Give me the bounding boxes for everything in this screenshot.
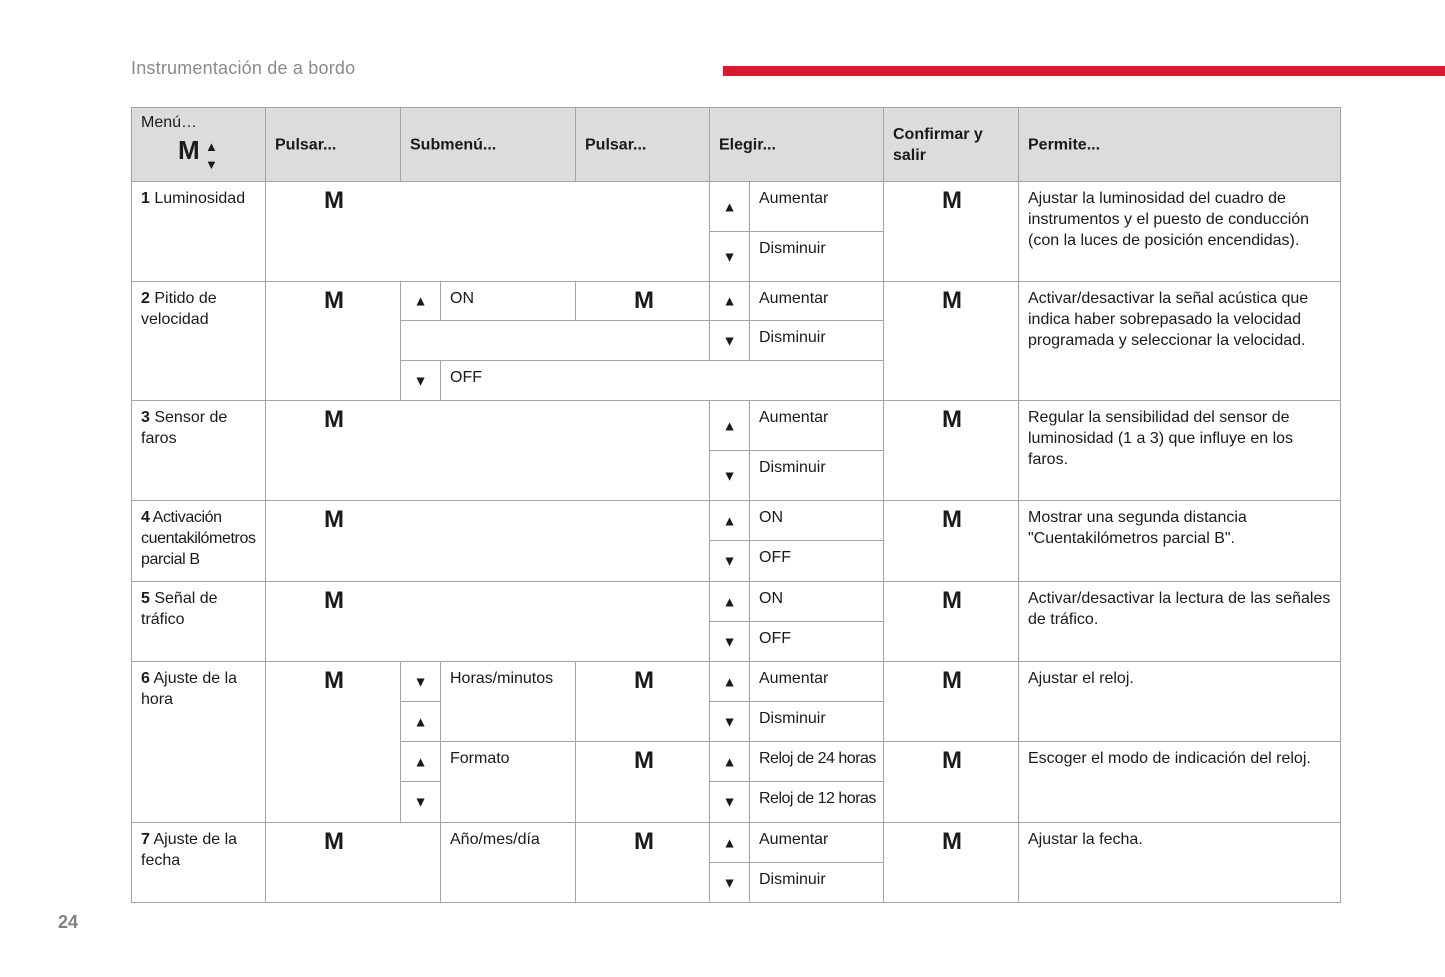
arrow-down-icon: ▼ — [722, 467, 737, 483]
arrow-down-icon: ▼ — [722, 552, 737, 569]
submenu-label: Formato — [450, 750, 510, 767]
header-menu — [131, 107, 266, 182]
choice-label: Reloj de 12 horas — [759, 790, 876, 807]
arrow-down-cell — [400, 661, 441, 702]
row-5-press — [265, 581, 710, 662]
choice-cell — [749, 741, 884, 782]
menu-name: Activación cuentakilómetros parcial B — [141, 509, 256, 568]
header-press-2-label: Pulsar... — [585, 136, 647, 153]
header-press-1-label: Pulsar... — [275, 136, 337, 153]
m-button-icon: M — [942, 747, 962, 774]
header-submenu-label: Submenú... — [410, 136, 497, 153]
choice-label: Aumentar — [759, 831, 829, 848]
menu-name: Sensor de faros — [141, 409, 228, 447]
description-text: Activar/desactivar la lectura de las señales de tráfico. — [1028, 590, 1331, 628]
header-confirm — [883, 107, 1019, 182]
choice-label: OFF — [759, 549, 791, 566]
confirm-cell — [883, 822, 1019, 903]
arrow-up-cell — [709, 500, 750, 541]
row-number: 6 — [141, 670, 150, 687]
description-text: Mostrar una segunda distancia "Cuentakilómetros parcial B". — [1028, 509, 1247, 547]
choice-cell — [749, 231, 884, 282]
m-button-icon: M — [324, 587, 344, 614]
arrow-down-cell — [709, 540, 750, 582]
m-button-icon: M — [634, 747, 654, 774]
arrow-down-icon: ▼ — [205, 157, 218, 172]
m-button-icon: M — [324, 287, 344, 314]
row-number: 2 — [141, 290, 150, 307]
arrow-up-cell — [709, 581, 750, 622]
arrow-up-icon: ▲ — [722, 673, 737, 689]
m-button-icon: M — [942, 587, 962, 614]
arrow-up-icon: ▲ — [722, 292, 737, 309]
choice-cell — [749, 862, 884, 903]
menu-name: Luminosidad — [154, 190, 246, 207]
empty-cell — [400, 320, 710, 361]
choice-label: Reloj de 24 horas — [759, 750, 876, 767]
press-2-cell — [575, 741, 710, 823]
confirm-cell — [883, 500, 1019, 582]
header-press-2 — [575, 107, 710, 182]
description-text: Activar/desactivar la señal acústica que indica haber sobrepasado la velocidad programada y seleccionar la velocidad. — [1028, 290, 1309, 349]
row-5-menu — [131, 581, 266, 662]
arrow-up-icon: ▲ — [722, 753, 737, 769]
row-3-press — [265, 400, 710, 501]
row-6-menu — [131, 661, 266, 823]
row-7-menu — [131, 822, 266, 903]
row-2-press — [265, 281, 401, 401]
arrow-up-icon: ▲ — [722, 512, 737, 528]
header-choose — [709, 107, 884, 182]
arrow-up-icon: ▲ — [722, 834, 737, 850]
arrow-up-icon: ▲ — [413, 753, 428, 769]
submenu-label: OFF — [450, 369, 482, 386]
arrow-down-cell — [400, 781, 441, 823]
header-allows-label: Permite... — [1028, 136, 1101, 153]
confirm-cell — [883, 400, 1019, 501]
choice-label: Disminuir — [759, 710, 826, 727]
choice-label: Aumentar — [759, 409, 829, 426]
description-text: Ajustar la luminosidad del cuadro de instrumentos y el puesto de conducción (con la luces de posición encendidas). — [1028, 190, 1310, 249]
submenu-label: Año/mes/día — [450, 831, 540, 848]
m-button-icon: M — [178, 135, 200, 165]
submenu-cell — [440, 661, 576, 742]
submenu-cell — [440, 741, 576, 823]
m-button-icon: M — [324, 187, 344, 214]
arrow-down-cell — [709, 862, 750, 903]
arrow-up-cell — [709, 400, 750, 451]
arrow-down-icon: ▼ — [722, 713, 737, 729]
arrow-down-icon: ▼ — [722, 793, 737, 810]
row-number: 5 — [141, 590, 150, 607]
header-menu-label: Menú… — [141, 114, 198, 131]
arrow-down-icon: ▼ — [413, 793, 428, 810]
submenu-cell — [440, 281, 576, 321]
arrow-down-cell — [709, 781, 750, 823]
choice-label: Disminuir — [759, 871, 826, 888]
description-cell — [1018, 281, 1341, 401]
choice-cell — [749, 701, 884, 742]
choice-cell — [749, 281, 884, 321]
description-cell — [1018, 741, 1341, 823]
choice-cell — [749, 540, 884, 582]
choice-label: OFF — [759, 630, 791, 647]
description-text: Ajustar el reloj. — [1028, 670, 1134, 687]
choice-cell — [749, 320, 884, 361]
arrow-up-cell — [709, 181, 750, 232]
choice-cell — [749, 400, 884, 451]
arrow-down-icon: ▼ — [722, 633, 737, 649]
choice-cell — [749, 621, 884, 662]
description-text: Ajustar la fecha. — [1028, 831, 1143, 848]
header-submenu — [400, 107, 576, 182]
arrow-down-icon: ▼ — [722, 332, 737, 348]
m-button-icon: M — [324, 828, 344, 855]
submenu-cell — [440, 360, 884, 401]
arrow-down-cell — [709, 450, 750, 501]
choice-label: Disminuir — [759, 240, 826, 257]
choice-cell — [749, 450, 884, 501]
m-button-icon: M — [942, 287, 962, 314]
submenu-cell — [440, 822, 576, 903]
row-1-press — [265, 181, 710, 282]
row-number: 1 — [141, 190, 150, 207]
menu-name: Señal de tráfico — [141, 590, 218, 628]
m-button-icon: M — [324, 406, 344, 433]
choice-cell — [749, 781, 884, 823]
choice-cell — [749, 661, 884, 702]
press-2-cell — [575, 822, 710, 903]
description-cell — [1018, 822, 1341, 903]
arrow-up-icon: ▲ — [722, 417, 737, 433]
menu-name: Ajuste de la hora — [141, 670, 238, 708]
m-button-icon: M — [324, 506, 344, 533]
m-button-icon: M — [324, 667, 344, 694]
row-number: 7 — [141, 831, 150, 848]
menu-name: Pitido de velocidad — [141, 290, 217, 328]
choice-cell — [749, 581, 884, 622]
press-2-cell — [575, 281, 710, 321]
description-cell — [1018, 400, 1341, 501]
m-button-icon: M — [942, 187, 962, 214]
choice-label: Aumentar — [759, 190, 829, 207]
choice-cell — [749, 822, 884, 863]
page-number: 24 — [58, 912, 79, 932]
menu-name: Ajuste de la fecha — [141, 831, 238, 869]
m-button-icon: M — [634, 667, 654, 694]
confirm-cell — [883, 661, 1019, 742]
m-button-icon: M — [942, 828, 962, 855]
m-button-icon: M — [942, 506, 962, 533]
m-button-icon: M — [634, 828, 654, 855]
row-4-press — [265, 500, 710, 582]
arrow-up-cell — [709, 281, 750, 321]
section-title: Instrumentación de a bordo — [131, 58, 356, 78]
confirm-cell — [883, 281, 1019, 401]
arrow-down-cell — [709, 231, 750, 282]
header-confirm-label: Confirmar y salir — [893, 125, 983, 164]
row-6-press — [265, 661, 401, 823]
submenu-label: Horas/minutos — [450, 670, 554, 687]
arrow-up-icon: ▲ — [205, 139, 218, 154]
arrow-down-cell — [709, 701, 750, 742]
arrow-up-cell — [709, 741, 750, 782]
row-number: 3 — [141, 409, 150, 426]
arrow-down-cell — [400, 360, 441, 401]
arrow-down-icon: ▼ — [413, 673, 428, 689]
description-text: Regular la sensibilidad del sensor de luminosidad (1 a 3) que influye en los faros. — [1028, 409, 1294, 468]
arrow-up-icon: ▲ — [722, 198, 737, 214]
choice-cell — [749, 181, 884, 232]
press-2-cell — [575, 661, 710, 742]
arrow-down-cell — [709, 320, 750, 361]
arrow-up-cell — [709, 822, 750, 863]
row-number: 4 — [141, 509, 150, 526]
arrow-up-cell — [400, 281, 441, 321]
choice-label: Disminuir — [759, 459, 826, 476]
m-button-icon: M — [942, 406, 962, 433]
row-7-press — [265, 822, 441, 903]
row-3-menu — [131, 400, 266, 501]
choice-label: Aumentar — [759, 670, 829, 687]
header-choose-label: Elegir... — [719, 136, 776, 153]
header-accent-bar — [723, 66, 1445, 76]
row-2-menu — [131, 281, 266, 401]
arrow-down-icon: ▼ — [722, 874, 737, 890]
arrow-up-cell — [400, 701, 441, 742]
row-4-menu — [131, 500, 266, 582]
row-1-menu — [131, 181, 266, 282]
arrow-up-icon: ▲ — [722, 593, 737, 609]
arrow-up-icon: ▲ — [413, 292, 428, 309]
choice-cell — [749, 500, 884, 541]
confirm-cell — [883, 581, 1019, 662]
arrow-up-icon: ▲ — [413, 713, 428, 729]
arrow-down-cell — [709, 621, 750, 662]
submenu-label: ON — [450, 290, 474, 307]
header-allows — [1018, 107, 1341, 182]
description-cell — [1018, 581, 1341, 662]
description-cell — [1018, 500, 1341, 582]
description-cell — [1018, 661, 1341, 742]
arrow-up-cell — [709, 661, 750, 702]
m-button-icon: M — [634, 287, 654, 314]
arrow-down-icon: ▼ — [413, 372, 428, 388]
choice-label: ON — [759, 590, 783, 607]
confirm-cell — [883, 181, 1019, 282]
choice-label: Disminuir — [759, 329, 826, 346]
description-text: Escoger el modo de indicación del reloj. — [1028, 750, 1311, 767]
choice-label: Aumentar — [759, 290, 829, 307]
choice-label: ON — [759, 509, 783, 526]
header-press-1 — [265, 107, 401, 182]
arrow-up-cell — [400, 741, 441, 782]
confirm-cell — [883, 741, 1019, 823]
description-cell — [1018, 181, 1341, 282]
m-button-icon: M — [942, 667, 962, 694]
arrow-down-icon: ▼ — [722, 248, 737, 264]
